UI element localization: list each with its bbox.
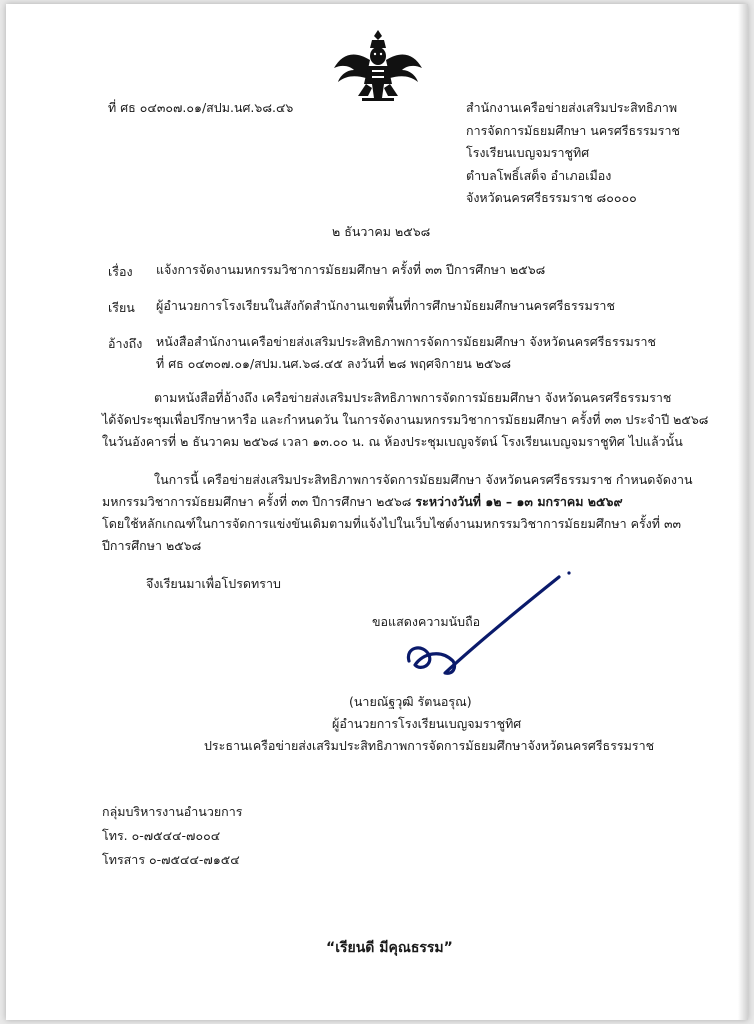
handwritten-signature (401, 569, 586, 684)
body-paragraph-1-line: ในวันอังคารที่ ๒ ธันวาคม ๒๕๖๘ เวลา ๑๓.๐๐ น. ณ ห้องประชุมเบญจรัตน์ โรงเรียนเบญจมราชูทิศ ไปแล้วนั้น (102, 434, 683, 449)
reference-label: อ้างถึง (108, 336, 143, 351)
body-paragraph-2-line: โดยใช้หลักเกณฑ์ในการจัดการแข่งขันเดิมตามที่แจ้งไปในเว็บไซต์งานมหกรรมวิชาการมัธยมศึกษา ครั้งที่ ๓๓ (102, 516, 682, 531)
body-paragraph-1-line: ตามหนังสือที่อ้างถึง เครือข่ายส่งเสริมประสิทธิภาพการจัดการมัธยมศึกษา จังหวัดนครศรีธรรมราช (154, 390, 672, 405)
signatory-name: (นายณัฐวุฒิ รัตนอรุณ) (349, 694, 472, 709)
body-paragraph-1-line: ได้จัดประชุมเพื่อปรึกษาหารือ และกำหนดวัน ในการจัดงานมหกรรมวิชาการมัธยมศึกษา ครั้งที่ ๓๓ ประจำปี ๒๕๖๘ (102, 412, 709, 427)
sender-address (466, 97, 680, 210)
letter-date: ๒ ธันวาคม ๒๕๖๘ (332, 224, 431, 239)
address-line: จังหวัดนครศรีธรรมราช ๘๐๐๐๐ (466, 190, 637, 205)
event-name-text: มหกรรมวิชาการมัธยมศึกษา ครั้งที่ ๓๓ ปีการศึกษา ๒๕๖๘ (102, 494, 416, 509)
subject-text: แจ้งการจัดงานมหกรรมวิชาการมัธยมศึกษา ครั้งที่ ๓๓ ปีการศึกษา ๒๕๖๘ (156, 262, 546, 277)
page-edge-shadow (738, 4, 748, 1020)
body-paragraph-2-line: ปีการศึกษา ๒๕๖๘ (102, 538, 202, 553)
address-line: สำนักงานเครือข่ายส่งเสริมประสิทธิภาพ (466, 100, 678, 115)
body-paragraph-2-line (102, 494, 623, 510)
contact-phone: โทร. ๐-๗๕๔๔-๗๐๐๔ (102, 828, 221, 843)
reference-line-1: หนังสือสำนักงานเครือข่ายส่งเสริมประสิทธิภาพการจัดการมัธยมศึกษา จังหวัดนครศรีธรรมราช (156, 334, 656, 349)
address-line: การจัดการมัธยมศึกษา นครศรีธรรมราช (466, 122, 680, 138)
event-date-bold: ระหว่างวันที่ ๑๒ – ๑๓ มกราคม ๒๕๖๙ (415, 494, 623, 509)
signatory-position: ผู้อำนวยการโรงเรียนเบญจมราชูทิศ (332, 716, 522, 731)
school-motto: “เรียนดี มีคุณธรรม” (326, 940, 453, 956)
garuda-emblem-icon (332, 28, 424, 108)
recipient-text: ผู้อำนวยการโรงเรียนในสังกัดสำนักงานเขตพื้นที่การศึกษามัธยมศึกษานครศรีธรรมราช (156, 298, 615, 313)
recipient-label: เรียน (108, 300, 135, 315)
address-line: ตำบลโพธิ์เสด็จ อำเภอเมือง (466, 167, 612, 183)
body-paragraph-2-line: ในการนี้ เครือข่ายส่งเสริมประสิทธิภาพการจัดการมัธยมศึกษา จังหวัดนครศรีธรรมราช กำหนดจัดงาน (154, 472, 693, 487)
closing-text: จึงเรียนมาเพื่อโปรดทราบ (146, 576, 281, 591)
reference-number: ที่ ศธ ๐๔๓๐๗.๐๑/สปม.นศ.๖๘.๔๖ (108, 100, 294, 115)
letter-page (6, 4, 748, 1020)
regards-text: ขอแสดงความนับถือ (372, 614, 481, 629)
contact-fax: โทรสาร ๐-๗๕๔๔-๗๑๕๔ (102, 852, 240, 867)
subject-label: เรื่อง (108, 264, 133, 279)
reference-line-2: ที่ ศธ ๐๔๓๐๗.๐๑/สปม.นศ.๖๘.๔๕ ลงวันที่ ๒๘ พฤศจิกายน ๒๕๖๘ (156, 356, 512, 371)
address-line: โรงเรียนเบญจมราชูทิศ (466, 145, 590, 160)
contact-department: กลุ่มบริหารงานอำนวยการ (102, 804, 243, 819)
signatory-position-2: ประธานเครือข่ายส่งเสริมประสิทธิภาพการจัดการมัธยมศึกษาจังหวัดนครศรีธรรมราช (204, 738, 655, 753)
